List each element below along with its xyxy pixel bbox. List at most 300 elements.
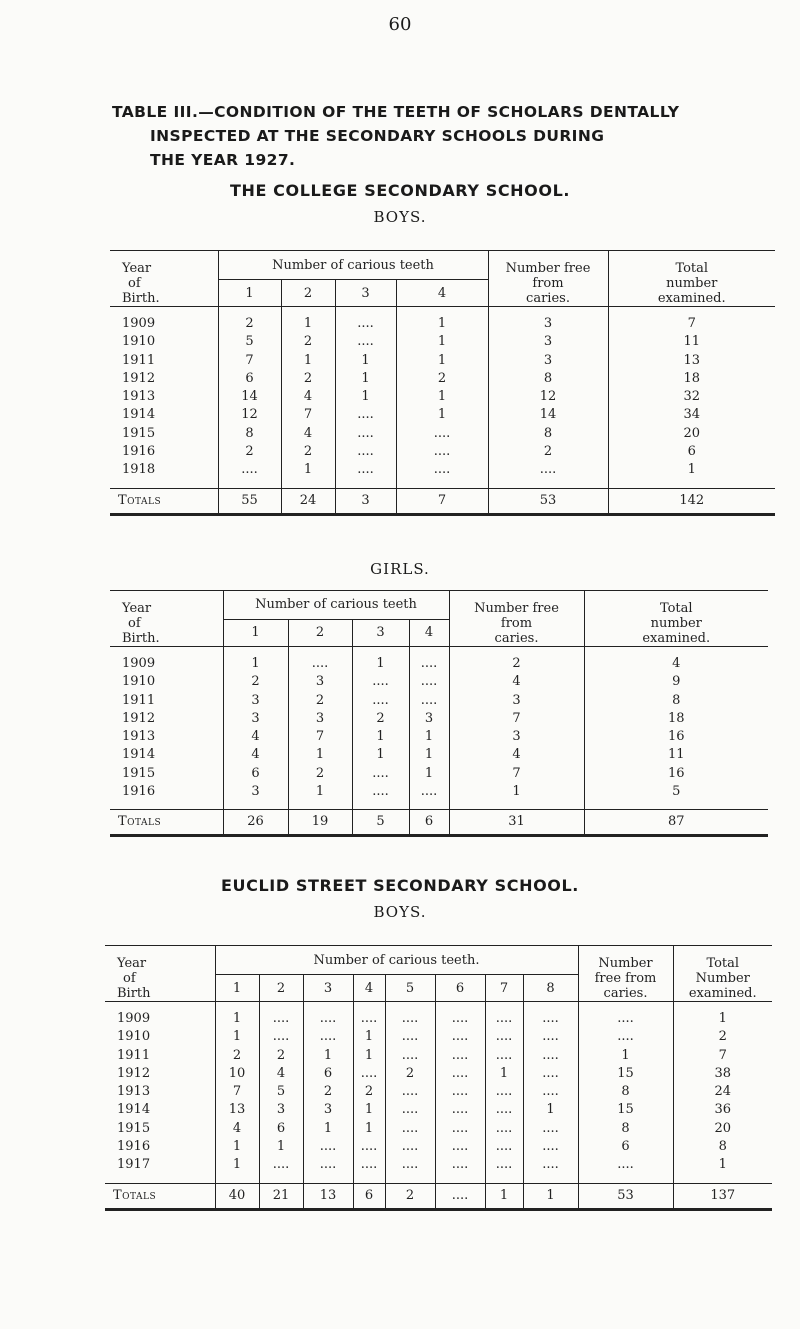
table-cell: .... — [617, 1157, 634, 1173]
table-cell: 32 — [683, 389, 701, 405]
table-cell: .... — [401, 1084, 419, 1100]
table-cell: .... — [372, 784, 389, 800]
header-col-5: 5 — [385, 975, 435, 1002]
table-cell: 2 — [718, 1029, 727, 1045]
page-number: 60 — [388, 14, 412, 35]
table-cell: 1911 — [122, 692, 156, 708]
table-cell: 1 — [364, 1047, 374, 1063]
table-cell: .... — [420, 784, 438, 800]
totals-label: Totals — [110, 810, 223, 836]
table-cell: .... — [272, 1029, 290, 1045]
table-cell: .... — [451, 1102, 469, 1118]
table-cell: 6 — [687, 444, 696, 460]
table-cell: 3 — [276, 1102, 286, 1118]
table-cell: 1 — [687, 462, 696, 478]
table-cell: .... — [357, 425, 374, 441]
table-cell: 10 — [228, 1065, 246, 1081]
table-cell: 1913 — [117, 1084, 151, 1100]
header-col-2: 2 — [288, 619, 352, 646]
table-cell: .... — [539, 462, 557, 478]
header-carious-teeth: Number of carious teeth — [223, 591, 449, 620]
euclid-boys-data-row — [105, 1002, 772, 1184]
total-carious-1: 55 — [218, 488, 281, 514]
table-cell: 16 — [667, 765, 685, 781]
table-cell: 4 — [512, 674, 521, 690]
table-cell: 7 — [315, 729, 325, 745]
table-cell: 2 — [323, 1084, 333, 1100]
table-cell: 6 — [621, 1139, 630, 1155]
table-cell: 1 — [361, 352, 370, 368]
table-cell: .... — [372, 674, 389, 690]
table-cell: 2 — [512, 656, 521, 671]
table-cell: 7 — [512, 710, 521, 726]
table-cell: 3 — [251, 710, 260, 726]
table-cell: 1 — [546, 1102, 555, 1118]
table-cell: 38 — [714, 1065, 732, 1081]
header-col-4: 4 — [396, 280, 488, 307]
table-cell: 2 — [232, 1047, 242, 1063]
header-total-examined: Total number examined. — [584, 591, 768, 647]
table-cell: 1 — [437, 407, 447, 423]
caption-line-2: INSPECTED AT THE SECONDARY SCHOOLS DURING — [150, 127, 605, 145]
header-col-4: 4 — [353, 975, 385, 1002]
table-cell: 1 — [232, 1029, 242, 1045]
carious-7-column — [485, 1002, 523, 1184]
college-girls-data-row — [110, 647, 768, 810]
table-cell: 8 — [718, 1139, 727, 1155]
carious-3-column — [303, 1002, 353, 1184]
total-free: 31 — [449, 810, 584, 836]
table-cell: 5 — [276, 1084, 286, 1100]
table-cell: 8 — [543, 370, 553, 386]
table-cell: 1 — [718, 1011, 727, 1026]
table-cell: 7 — [303, 407, 313, 423]
table-cell: 36 — [714, 1102, 732, 1118]
table-cell: 5 — [672, 784, 681, 800]
table-cell: 4 — [251, 747, 260, 763]
table-cell: 6 — [323, 1065, 333, 1081]
table-cell: 1 — [251, 656, 260, 671]
table-cell: 3 — [323, 1102, 333, 1118]
table-cell: .... — [401, 1139, 419, 1155]
header-number-free: Number free from caries. — [578, 946, 673, 1002]
table-cell: 3 — [543, 352, 553, 368]
carious-3-column — [352, 647, 409, 810]
header-col-2: 2 — [259, 975, 303, 1002]
table-cell: .... — [451, 1139, 469, 1155]
table-cell: .... — [617, 1011, 634, 1026]
total-carious-2: 21 — [259, 1183, 303, 1209]
year-column — [110, 307, 218, 489]
carious-4-column — [409, 647, 449, 810]
table-cell: .... — [357, 316, 374, 331]
table-cell: 2 — [376, 710, 385, 726]
table-cell: 1912 — [122, 710, 156, 726]
year-column — [110, 647, 223, 810]
table-cell: 8 — [245, 425, 254, 441]
header-col-3: 3 — [303, 975, 353, 1002]
carious-1-column — [218, 307, 281, 489]
table-cell: .... — [451, 1120, 469, 1136]
table-cell: 1 — [499, 1065, 509, 1081]
table-cell: .... — [495, 1120, 513, 1136]
table-cell: 2 — [543, 444, 553, 460]
table-cell: 7 — [245, 352, 254, 368]
header-year-of-birth: Year of Birth — [105, 946, 215, 1002]
table-cell: 1 — [437, 389, 447, 405]
table-cell: 1914 — [117, 1102, 151, 1118]
header-col-8: 8 — [523, 975, 578, 1002]
totals-label: Totals — [105, 1183, 215, 1209]
table-cell: 1915 — [117, 1120, 151, 1136]
totals-row — [110, 810, 768, 836]
table-cell: .... — [495, 1139, 513, 1155]
table-cell: 1915 — [122, 425, 156, 441]
table-cell: .... — [357, 334, 374, 350]
carious-4-column — [353, 1002, 385, 1184]
table-cell: 18 — [667, 710, 685, 726]
total-examined: 137 — [673, 1183, 772, 1209]
header-col-2: 2 — [281, 280, 335, 307]
header-col-6: 6 — [435, 975, 485, 1002]
table-cell: 3 — [315, 710, 325, 726]
table-cell: 34 — [683, 407, 701, 423]
table-cell: 2 — [245, 444, 254, 460]
table-cell: 1913 — [122, 389, 156, 405]
table-cell: 1 — [323, 1120, 333, 1136]
total-carious-7: 1 — [485, 1183, 523, 1209]
table-cell: 4 — [251, 729, 260, 745]
totals-label: Totals — [110, 488, 218, 514]
table-cell: 2 — [276, 1047, 286, 1063]
table-cell: 1 — [424, 729, 434, 745]
table-cell: 16 — [667, 729, 685, 745]
table-cell: 4 — [512, 747, 521, 763]
table-cell: .... — [433, 444, 451, 460]
table-cell: 8 — [543, 425, 553, 441]
table-cell: .... — [451, 1157, 469, 1173]
table-cell: .... — [495, 1011, 513, 1026]
carious-2-column — [288, 647, 352, 810]
table-cell: 1 — [303, 462, 313, 478]
header-number-free: Number free from caries. — [488, 251, 608, 307]
table-cell: .... — [401, 1157, 419, 1173]
table-cell: .... — [433, 462, 451, 478]
header-year-of-birth: Year of Birth. — [110, 591, 223, 647]
totals-row — [110, 488, 775, 514]
table-cell: 1910 — [122, 674, 156, 690]
carious-3-column — [335, 307, 396, 489]
table-cell: .... — [360, 1065, 378, 1081]
table-cell: 3 — [512, 729, 521, 745]
header-col-1: 1 — [223, 619, 288, 646]
carious-2-column — [259, 1002, 303, 1184]
table-cell: 11 — [667, 747, 685, 763]
table-cell: .... — [357, 407, 374, 423]
table-cell: 1 — [361, 370, 370, 386]
total-free: 53 — [578, 1183, 673, 1209]
table-cell: 1918 — [122, 462, 156, 478]
table-cell: 3 — [424, 710, 434, 726]
table-cell: .... — [542, 1120, 559, 1136]
total-column — [584, 647, 768, 810]
table-cell: 2 — [315, 692, 325, 708]
table-cell: 1916 — [117, 1139, 151, 1155]
table-cell: 1 — [276, 1139, 286, 1155]
table-cell: 13 — [228, 1102, 246, 1118]
table-cell: 1 — [303, 352, 313, 368]
header-col-4: 4 — [409, 619, 449, 646]
table-cell: .... — [542, 1065, 559, 1081]
table-cell: 1911 — [117, 1047, 151, 1063]
table-cell: .... — [542, 1029, 559, 1045]
table-cell: 18 — [683, 370, 701, 386]
table-cell: 1 — [364, 1029, 374, 1045]
table-cell: 1 — [315, 747, 325, 763]
header-number-free: Number free from caries. — [449, 591, 584, 647]
header-carious-teeth: Number of carious teeth — [218, 251, 488, 280]
table-cell: 1 — [376, 656, 385, 671]
section-heading-girls: GIRLS. — [370, 560, 430, 578]
table-cell: .... — [542, 1139, 559, 1155]
table-cell: 1913 — [122, 729, 156, 745]
table-cell: .... — [451, 1065, 469, 1081]
table-cell: 1 — [424, 747, 434, 763]
table-cell: .... — [451, 1029, 469, 1045]
table-cell: .... — [272, 1157, 290, 1173]
table-cell: .... — [401, 1102, 419, 1118]
header-col-1: 1 — [215, 975, 259, 1002]
table-cell: .... — [319, 1011, 337, 1026]
table-cell: 1 — [232, 1011, 242, 1026]
table-cell: 2 — [251, 674, 260, 690]
table-cell: .... — [617, 1029, 634, 1045]
table-cell: .... — [495, 1157, 513, 1173]
table-cell: 1910 — [117, 1029, 151, 1045]
table-cell: 1 — [437, 352, 447, 368]
table-caption — [112, 100, 752, 172]
table-cell: 6 — [245, 370, 254, 386]
total-examined: 142 — [608, 488, 775, 514]
table-cell: .... — [542, 1157, 559, 1173]
table-cell: .... — [542, 1011, 559, 1026]
table-cell: 12 — [539, 389, 557, 405]
header-col-3: 3 — [335, 280, 396, 307]
total-column — [673, 1002, 772, 1184]
table-cell: 6 — [276, 1120, 286, 1136]
table-cell: 13 — [683, 352, 701, 368]
table-cell: 7 — [718, 1047, 727, 1063]
table-cell: .... — [495, 1029, 513, 1045]
table-cell: 1 — [437, 316, 447, 331]
table-cell: 1917 — [117, 1157, 151, 1173]
total-carious-3: 5 — [352, 810, 409, 836]
table-cell: 8 — [621, 1084, 630, 1100]
table-cell: 1 — [376, 729, 385, 745]
table-cell: .... — [372, 692, 389, 708]
table-cell: 1912 — [117, 1065, 151, 1081]
header-carious-teeth: Number of carious teeth. — [215, 946, 578, 975]
school-heading-college: THE COLLEGE SECONDARY SCHOOL. — [229, 181, 571, 200]
table-cell: 1 — [512, 784, 521, 800]
table-cell: 1910 — [122, 334, 156, 350]
table-cell: 4 — [232, 1120, 242, 1136]
header-total-examined: Total number examined. — [608, 251, 775, 307]
table-cell: 5 — [245, 334, 254, 350]
table-cell: 7 — [512, 765, 521, 781]
table-cell: 1 — [424, 765, 434, 781]
table-cell: 1 — [232, 1139, 242, 1155]
caption-line-1: TABLE III.—CONDITION OF THE TEETH OF SCHOLARS DENTALLY — [112, 103, 680, 121]
table-cell: 1915 — [122, 765, 156, 781]
header-year-of-birth: Year of Birth. — [110, 251, 218, 307]
table-cell: .... — [542, 1047, 559, 1063]
table-cell: .... — [241, 462, 258, 478]
table-cell: 7 — [687, 316, 696, 331]
header-col-7: 7 — [485, 975, 523, 1002]
table-cell: 20 — [683, 425, 701, 441]
table-cell: .... — [542, 1084, 559, 1100]
table-cell: 8 — [621, 1120, 630, 1136]
header-col-3: 3 — [352, 619, 409, 646]
table-cell: 1914 — [122, 407, 156, 423]
total-carious-3: 13 — [303, 1183, 353, 1209]
table-cell: 14 — [241, 389, 258, 405]
total-carious-1: 26 — [223, 810, 288, 836]
table-cell: .... — [319, 1139, 337, 1155]
table-cell: 3 — [543, 334, 553, 350]
table-cell: .... — [372, 765, 389, 781]
table-cell: .... — [272, 1011, 290, 1026]
table-cell: 15 — [617, 1102, 634, 1118]
total-carious-8: 1 — [523, 1183, 578, 1209]
table-cell: 1 — [376, 747, 385, 763]
header-total-examined: Total Number examined. — [673, 946, 772, 1002]
caption-line-3: THE YEAR 1927. — [150, 151, 296, 169]
table-cell: 4 — [303, 425, 313, 441]
table-cell: 4 — [276, 1065, 286, 1081]
table-cell: .... — [401, 1120, 419, 1136]
table-cell: .... — [360, 1011, 378, 1026]
table-cell: 24 — [714, 1084, 732, 1100]
table-cell: .... — [360, 1139, 378, 1155]
total-carious-4: 6 — [353, 1183, 385, 1209]
table-cell: 1 — [437, 334, 447, 350]
table-cell: 4 — [303, 389, 313, 405]
total-carious-1: 40 — [215, 1183, 259, 1209]
total-carious-4: 6 — [409, 810, 449, 836]
table-cell: 3 — [251, 784, 260, 800]
table-cell: 1909 — [117, 1011, 151, 1026]
table-cell: .... — [495, 1047, 513, 1063]
table-cell: 6 — [251, 765, 260, 781]
carious-2-column — [281, 307, 335, 489]
table-cell: 1 — [364, 1120, 374, 1136]
table-cell: 3 — [512, 692, 521, 708]
total-examined: 87 — [584, 810, 768, 836]
table-cell: .... — [401, 1047, 419, 1063]
table-cell: .... — [433, 425, 451, 441]
total-carious-6: .... — [435, 1183, 485, 1209]
total-free: 53 — [488, 488, 608, 514]
total-carious-3: 3 — [335, 488, 396, 514]
table-cell: .... — [451, 1047, 469, 1063]
table-cell: 2 — [437, 370, 447, 386]
table-cell: 1 — [364, 1102, 374, 1118]
table-cell: 1911 — [122, 352, 156, 368]
table-cell: 1 — [323, 1047, 333, 1063]
section-heading-boys: BOYS. — [373, 903, 427, 921]
table-cell: 2 — [315, 765, 325, 781]
table-cell: 11 — [683, 334, 701, 350]
table-cell: 1909 — [122, 656, 156, 671]
total-carious-4: 7 — [396, 488, 488, 514]
school-heading-euclid: EUCLID STREET SECONDARY SCHOOL. — [221, 876, 579, 895]
college-boys-data-row — [110, 307, 775, 489]
table-cell: 1 — [621, 1047, 630, 1063]
table-cell: .... — [360, 1157, 378, 1173]
table-cell: 14 — [539, 407, 557, 423]
table-cell: .... — [357, 462, 374, 478]
euclid-boys-table — [105, 945, 772, 1211]
section-heading-boys: BOYS. — [373, 208, 427, 226]
carious-5-column — [385, 1002, 435, 1184]
carious-4-column — [396, 307, 488, 489]
carious-6-column — [435, 1002, 485, 1184]
table-cell: .... — [420, 656, 438, 671]
table-cell: 15 — [617, 1065, 634, 1081]
table-cell: 1912 — [122, 370, 156, 386]
free-column — [488, 307, 608, 489]
college-boys-table — [110, 250, 775, 516]
header-col-1: 1 — [218, 280, 281, 307]
table-cell: 9 — [672, 674, 681, 690]
table-cell: 3 — [315, 674, 325, 690]
table-cell: .... — [319, 1157, 337, 1173]
table-cell: .... — [401, 1011, 419, 1026]
table-cell: 1 — [361, 389, 370, 405]
table-cell: 1916 — [122, 784, 156, 800]
table-cell: 7 — [232, 1084, 242, 1100]
table-cell: .... — [451, 1011, 469, 1026]
table-cell: 4 — [672, 656, 681, 671]
table-cell: 3 — [543, 316, 553, 331]
total-carious-5: 2 — [385, 1183, 435, 1209]
table-cell: 20 — [714, 1120, 732, 1136]
total-carious-2: 24 — [281, 488, 335, 514]
table-cell: .... — [319, 1029, 337, 1045]
table-cell: 2 — [303, 370, 313, 386]
table-cell: .... — [420, 674, 438, 690]
table-cell: 1909 — [122, 316, 156, 331]
table-cell: 2 — [303, 444, 313, 460]
table-cell: 1 — [232, 1157, 242, 1173]
table-cell: 1916 — [122, 444, 156, 460]
table-cell: 2 — [303, 334, 313, 350]
table-cell: .... — [451, 1084, 469, 1100]
table-cell: .... — [311, 656, 329, 671]
table-cell: 1 — [303, 316, 313, 331]
table-cell: .... — [357, 444, 374, 460]
table-cell: .... — [495, 1084, 513, 1100]
year-column — [105, 1002, 215, 1184]
table-cell: 1914 — [122, 747, 156, 763]
table-cell: 1 — [718, 1157, 727, 1173]
total-column — [608, 307, 775, 489]
free-column — [449, 647, 584, 810]
table-cell: 2 — [364, 1084, 374, 1100]
carious-1-column — [215, 1002, 259, 1184]
